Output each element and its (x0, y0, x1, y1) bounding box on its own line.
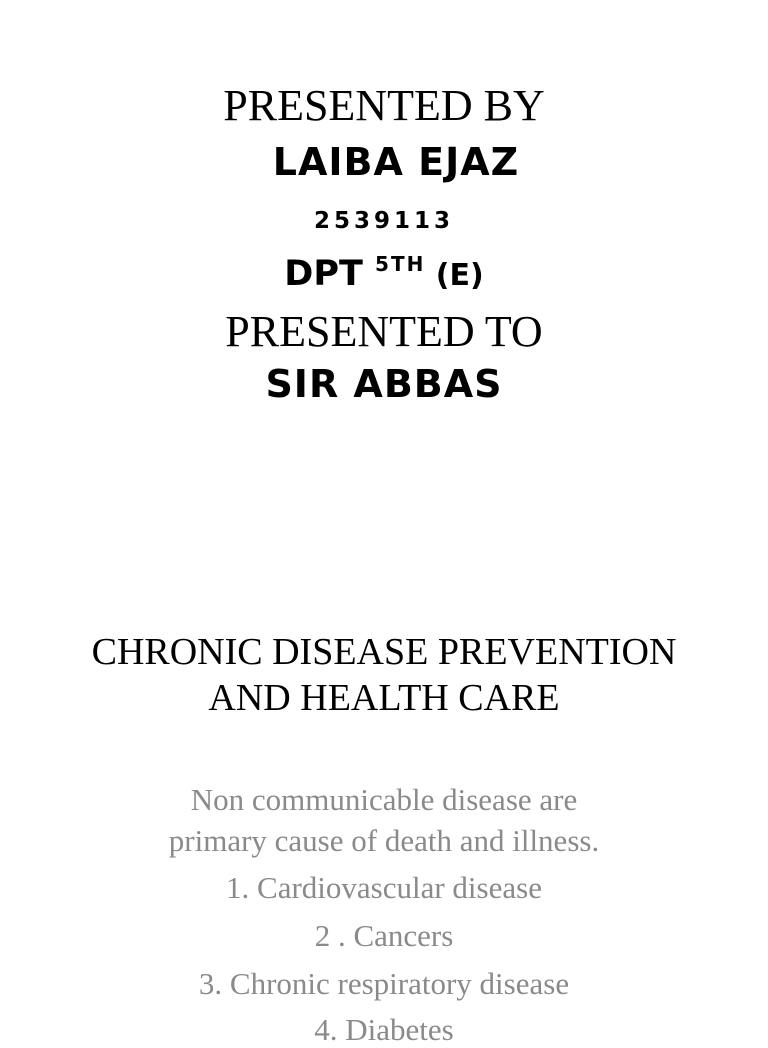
class-section: (E) (425, 258, 484, 293)
teacher-name: SIR ABBAS (265, 362, 503, 406)
presented-by-label: PRESENTED BY (223, 81, 545, 130)
class-number: 5 (375, 252, 391, 276)
presented-to-label: PRESENTED TO (225, 307, 543, 356)
list-item: 1. Cardiovascular disease (226, 870, 542, 905)
list-item: 2 . Cancers (314, 918, 454, 953)
presenter-name: LAIBA EJAZ (272, 140, 520, 184)
topic-title-line-2: AND HEALTH CARE (208, 677, 560, 719)
list-item: 3. Chronic respiratory disease (198, 966, 570, 1001)
class-superscript: TH (390, 252, 426, 276)
class-prefix: DPT (284, 254, 376, 294)
intro-text-line-1: Non communicable disease are (190, 782, 578, 817)
list-item: 4. Diabetes (314, 1012, 454, 1047)
student-id: 2539113 (313, 208, 455, 234)
topic-title-line-1: CHRONIC DISEASE PREVENTION (91, 631, 677, 673)
intro-text-line-2: primary cause of death and illness. (168, 823, 600, 858)
class-line (0, 252, 768, 294)
